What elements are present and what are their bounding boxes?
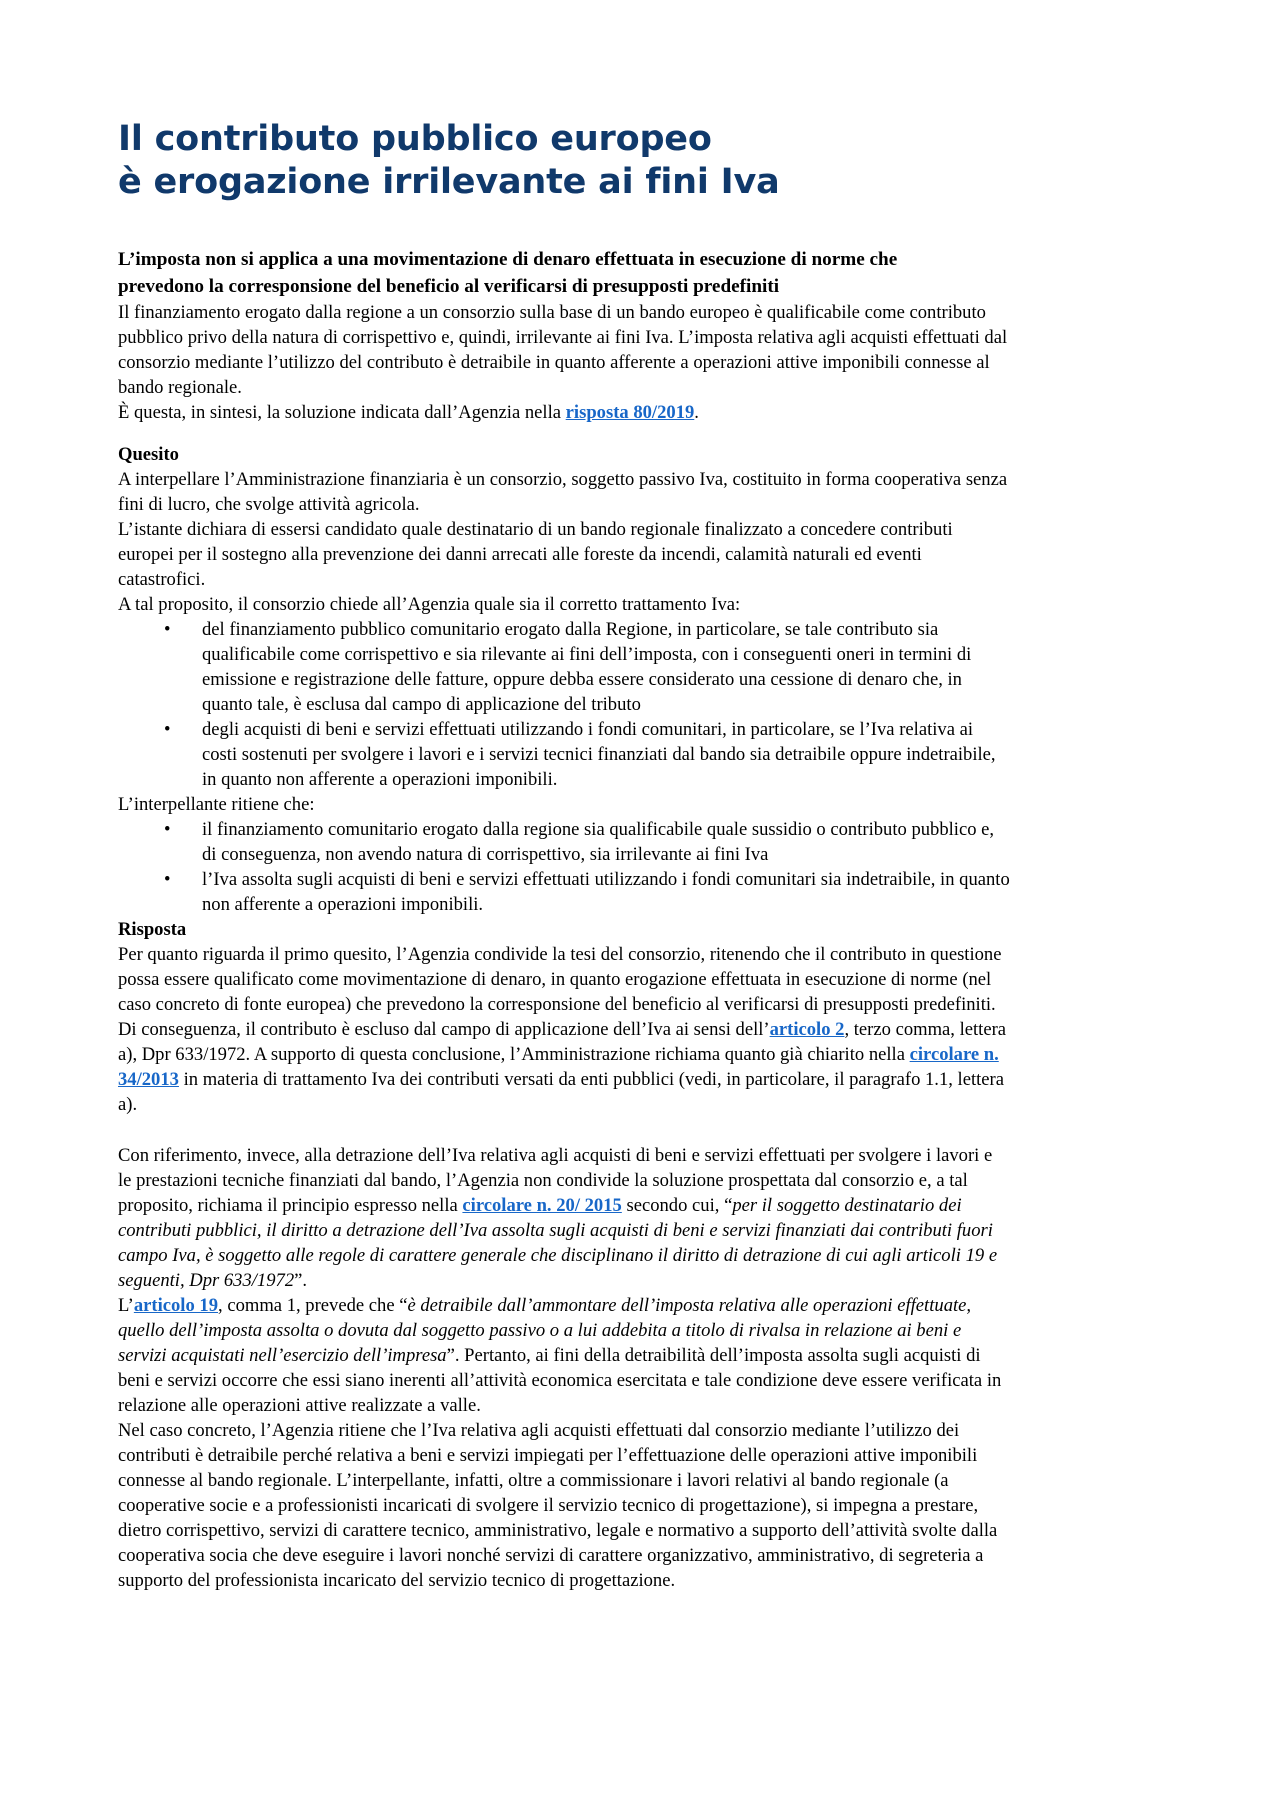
risposta-p2-part-c: ”. [294,1270,308,1292]
intro-closing-after: . [694,402,699,424]
quesito-paragraph-2: L’istante dichiara di essersi candidato quale destinatario di un bando regionale finalizzato a concedere contributi europei per il sostegno alla prevenzione dei danni arrecati alle foreste da incendi, calamità naturali ed eventi catastrofici. [118,519,953,591]
link-circolare-34-2013[interactable]: circolare n. 34/2013 [118,1044,999,1091]
link-articolo-2[interactable]: articolo 2 [769,1019,845,1041]
page-title-line-1: Il contributo pubblico europeo [118,119,712,159]
intro-closing-before: È questa, in sintesi, la soluzione indicata dall’Agenzia nella [118,402,566,424]
intro-closing-line [118,400,1010,425]
list-item: • del finanziamento pubblico comunitario erogato dalla Regione, in particolare, se tale contributo sia qualificabile come corrispettivo e sia rilevante ai fini dell’imposta, con i conseguenti oneri in termini di emissione e registrazione delle fatture, oppure debba essere considerato una cessione di denaro che, in quanto tale, è esclusa dal campo di applicazione del tributo [118,617,1010,717]
list-item: • il finanziamento comunitario erogato dalla regione sia qualificabile quale sussidio o contributo pubblico e, di conseguenza, non avendo natura di corrispettivo, sia irrilevante ai fini Iva [118,817,1010,867]
risposta-p1-part-a: Per quanto riguarda il primo quesito, l’Agenzia condivide la tesi del consorzio, ritenendo che il contributo in questione possa essere qualificato come movimentazione di denaro, in quanto erogazione effettuata in esecuzione di norme (nel caso concreto di fonte europea) che prevedono la corresponsione del beneficio al verificarsi di presupposti predefiniti. Di conseguenza, il contributo è escluso dal campo di applicazione dell’Iva ai sensi dell’ [118,944,1002,1041]
quesito-paragraph-1: A interpellare l’Amministrazione finanziaria è un consorzio, soggetto passivo Iva, costituito in forma cooperativa senza fini di lucro, che svolge attività agricola. [118,469,1008,516]
risposta-p1-part-c: in materia di trattamento Iva dei contributi versati da enti pubblici (vedi, in particolare, il paragrafo 1.1, lettera a). [118,1069,1004,1116]
risposta-p3-part-a: L’ [118,1295,134,1317]
quesito-paragraph-4: L’interpellante ritiene che: [118,794,315,816]
link-risposta-80-2019[interactable]: risposta 80/2019 [565,402,695,424]
spacer [118,1117,1010,1143]
link-circolare-20-2015[interactable]: circolare n. 20/ 2015 [462,1195,622,1217]
risposta-paragraph-3 [118,1293,1010,1418]
link-articolo-19[interactable]: articolo 19 [133,1295,219,1317]
risposta-paragraph-2 [118,1143,1010,1293]
risposta-p3-part-c: ”. Pertanto, ai fini della detraibilità dell’imposta assolta sugli acquisti di beni e servizi occorre che essi siano inerenti all’attività economica esercitata e tale condizione deve essere verificata in relazione alle operazioni attive realizzate a valle. [118,1345,1002,1417]
risposta-p2-quote: per il soggetto destinatario dei contributi pubblici, il diritto a detrazione dell’Iva assolta sugli acquisti di beni e servizi finanziati dai contributi fuori campo Iva, è soggetto alle regole di carattere generale che disciplinano il diritto di detrazione di cui agli articoli 19 e seguenti, Dpr 633/1972 [118,1195,998,1292]
article-body [118,247,1010,1593]
risposta-paragraph-4: Nel caso concreto, l’Agenzia ritiene che l’Iva relativa agli acquisti effettuati dal consorzio mediante l’utilizzo dei contributi è detraibile perché relativa a beni e servizi impiegati per l’effettuazione delle operazioni attive imponibili connesse al bando regionale. L’interpellante, infatti, oltre a commissionare i lavori relativi al bando regionale (a cooperative socie e a professionisti incaricati di svolgere il servizio tecnico di progettazione), si impegna a prestare, dietro corrispettivo, servizi di carattere tecnico, amministrativo, legale e normativo a supporto dell’attività svolte dalla cooperativa socia che deve eseguire i lavori nonché servizi di carattere organizzativo, amministrativo, di segreteria a supporto del professionista incaricato del servizio tecnico di progettazione. [118,1420,998,1592]
page-title [118,118,1178,203]
risposta-p2-part-b: secondo cui, “ [621,1195,733,1217]
quesito-paragraph-3: A tal proposito, il consorzio chiede all’Agenzia quale sia il corretto trattamento Iva: [118,594,741,616]
page-title-line-2: è erogazione irrilevante ai fini Iva [118,161,780,202]
section-heading-risposta: Risposta [118,919,187,941]
lede-line-2: prevedono la corresponsione del beneficio al verificarsi di presupposti predefiniti [118,275,780,297]
risposta-p3-part-b: , comma 1, prevede che “ [218,1295,408,1317]
list-item: • l’Iva assolta sugli acquisti di beni e servizi effettuati utilizzando i fondi comunitari sia indetraibile, in quanto non afferente a operazioni imponibili. [118,867,1010,917]
list-item: • degli acquisti di beni e servizi effettuati utilizzando i fondi comunitari, in particolare, se l’Iva relativa ai costi sostenuti per svolgere i lavori e i servizi tecnici finanziati dal bando sia detraibile oppure indetraibile, in quanto non afferente a operazioni imponibili. [118,717,1010,792]
lede-line-1: L’imposta non si applica a una movimentazione di denaro effettuata in esecuzione di norme che [118,249,898,271]
quesito-bullet-list-2 [118,817,1010,917]
spacer [118,425,1010,442]
risposta-paragraph-1 [118,942,1010,1117]
risposta-p2-part-a: Con riferimento, invece, alla detrazione dell’Iva relativa agli acquisti di beni e servizi effettuati per svolgere i lavori e le prestazioni tecniche finanziati dal bando, l’Agenzia non condivide la soluzione prospettata dal consorzio e, a tal proposito, richiama il principio espresso nella [118,1145,993,1217]
quesito-bullet-list-1 [118,617,1010,792]
risposta-p1-part-b: , terzo comma, lettera a), Dpr 633/1972. A supporto di questa conclusione, l’Amministrazione richiama quanto già chiarito nella [118,1019,1007,1066]
risposta-p3-quote: è detraibile dall’ammontare dell’imposta relativa alle operazioni effettuate, quello dell’imposta assolta o dovuta dal soggetto passivo o a lui addebita a titolo di rivalsa in relazione ai beni e servizi acquistati nell’esercizio dell’impresa [118,1295,972,1367]
section-heading-quesito: Quesito [118,444,179,466]
intro-paragraph: Il finanziamento erogato dalla regione a un consorzio sulla base di un bando europeo è qualificabile come contributo pubblico privo della natura di corrispettivo e, quindi, irrilevante ai fini Iva. L’imposta relativa agli acquisti effettuati dal consorzio mediante l’utilizzo del contributo è detraibile in quanto afferente a operazioni attive imponibili connesse al bando regionale. [118,302,1008,399]
